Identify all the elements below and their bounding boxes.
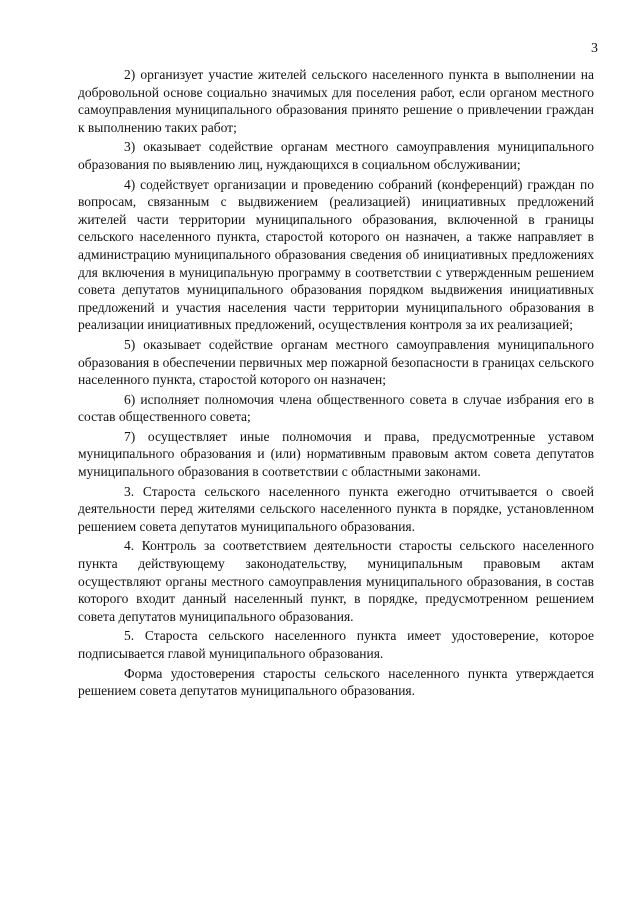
paragraph-form-note: Форма удостоверения старосты сельского населенного пункта утверждается решением совета депутатов муниципального образования.: [78, 665, 594, 699]
page-number: 3: [591, 41, 598, 56]
document-body: [78, 66, 594, 702]
paragraph-item-6: 6) исполняет полномочия члена общественного совета в случае избрания его в состав общественного совета;: [78, 391, 594, 425]
paragraph-section-4: 4. Контроль за соответствием деятельности старосты сельского населенного пункта действующему законодательству, муниципальным правовым актам осуществляют органы местного самоуправления муниципального образования, в состав которого входит данный населенный пункт, в порядке, предусмотренном решением совета депутатов муниципального образования.: [78, 538, 594, 624]
paragraph-section-3: 3. Староста сельского населенного пункта ежегодно отчитывается о своей деятельности перед жителями сельского населенного пункта в порядке, установленном решением совета депутатов муниципального образования.: [78, 483, 594, 534]
paragraph-section-5: 5. Староста сельского населенного пункта имеет удостоверение, которое подписывается главой муниципального образования.: [78, 628, 594, 661]
paragraph-item-7: 7) осуществляет иные полномочия и права, предусмотренные уставом муниципального образования и (или) нормативным правовым актом совета депутатов муниципального образования в соответствии с областными законами.: [78, 428, 594, 480]
paragraph-item-5: 5) оказывает содействие органам местного самоуправления муниципального образования в обеспечении первичных мер пожарной безопасности в границах сельского населенного пункта, старостой которого он назначен;: [78, 336, 594, 388]
paragraph-item-4: 4) содействует организации и проведению собраний (конференций) граждан по вопросам, связанным с выдвижением (реализацией) инициативных предложений жителей части территории муниципального образования, включенной в границы сельского населенного пункта, старостой которого он назначен, а также направляет в администрацию муниципального образования сведения об инициативных предложениях для включения в муниципальную программу в соответствии с утвержденным решением совета депутатов муниципального образования порядком выдвижения инициативных предложений и участия населения части территории муниципального образования в реализации инициативных предложений, осуществления контроля за их реализацией;: [78, 176, 594, 333]
paragraph-item-2: 2) организует участие жителей сельского населенного пункта в выполнении на добровольной основе социально значимых для поселения работ, если органом местного самоуправления муниципального образования принято решение о привлечении граждан к выполнению таких работ;: [78, 67, 594, 135]
paragraph-item-3: 3) оказывает содействие органам местного самоуправления муниципального образования по выявлению лиц, нуждающихся в социальном обслуживании;: [78, 139, 594, 172]
